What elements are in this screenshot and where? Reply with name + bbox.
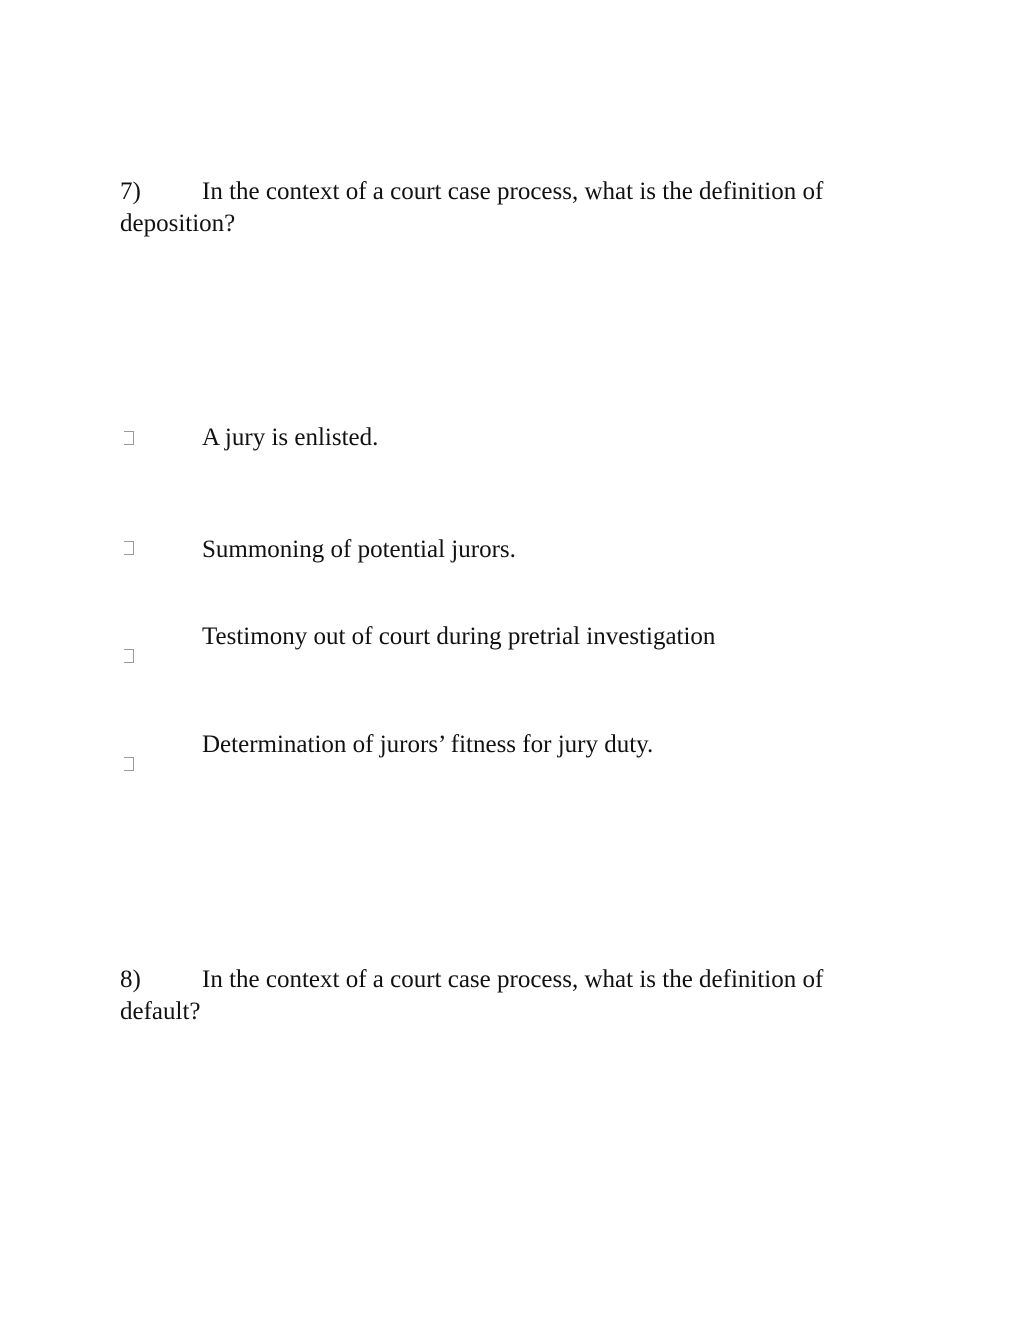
- option-checkbox-icon[interactable]: [124, 757, 134, 771]
- option-b-label[interactable]: Summoning of potential jurors.: [202, 536, 516, 563]
- question-text: In the context of a court case process, what is the definition of default?: [120, 966, 824, 1025]
- option-checkbox-icon[interactable]: [124, 541, 134, 555]
- option-checkbox-icon[interactable]: [124, 649, 134, 663]
- option-d-label[interactable]: Determination of jurors’ fitness for jury duty.: [202, 731, 654, 758]
- question-number: 8): [120, 966, 141, 993]
- option-a-label[interactable]: A jury is enlisted.: [202, 424, 379, 451]
- option-checkbox-icon[interactable]: [124, 431, 134, 445]
- option-c-label[interactable]: Testimony out of court during pretrial investigation: [202, 623, 716, 650]
- question-number: 7): [120, 178, 141, 205]
- question-text: In the context of a court case process, what is the definition of deposition?: [120, 178, 824, 237]
- question-7: [120, 176, 900, 240]
- question-8: [120, 964, 900, 1028]
